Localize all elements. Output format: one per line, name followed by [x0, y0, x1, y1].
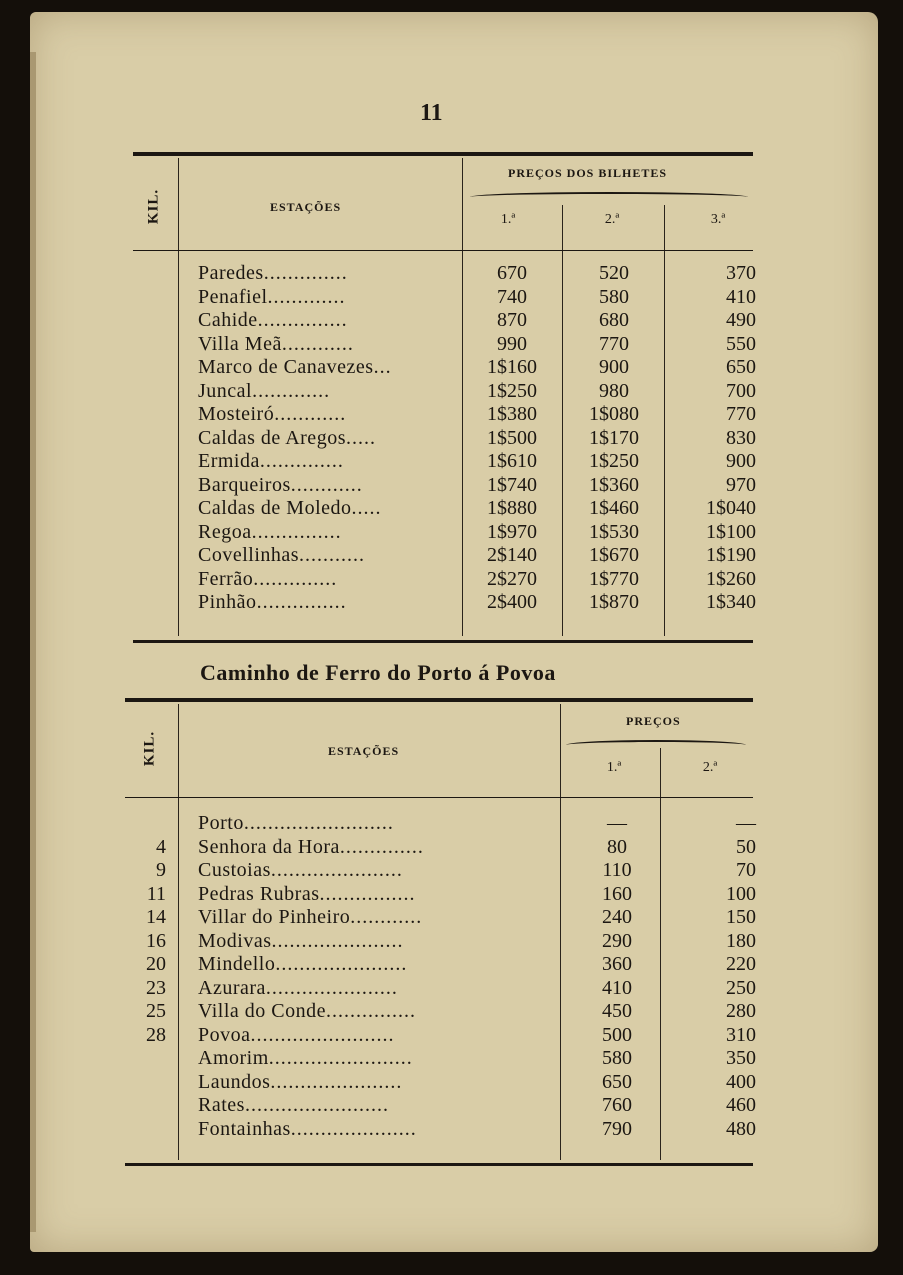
- station-label: Modivas: [198, 929, 272, 952]
- price-class2: 1$170: [589, 426, 639, 449]
- station-name: [198, 356, 456, 379]
- table-row: [0, 953, 903, 976]
- price-class1: 290: [602, 929, 632, 952]
- price-class2: 1$530: [589, 520, 639, 543]
- table-row: [0, 1000, 903, 1023]
- price-class1: 1$380: [487, 403, 537, 425]
- price-class3: 550: [726, 332, 756, 355]
- table-row: [0, 309, 903, 332]
- leader-dots: ...: [373, 356, 392, 378]
- table-row: [0, 403, 903, 426]
- station-label: Laundos: [198, 1070, 271, 1093]
- table1-kil-header: KIL.: [145, 188, 162, 225]
- table-row: [0, 286, 903, 309]
- price-class1: 740: [497, 285, 527, 308]
- price-class2: 1$360: [589, 473, 639, 496]
- price-class1: 790: [602, 1117, 632, 1140]
- station-name: [198, 1071, 548, 1094]
- price-class1: 580: [602, 1047, 632, 1069]
- table1-class3-header: 3.ª: [710, 212, 726, 227]
- station-name: [198, 812, 548, 835]
- price-class1: 160: [602, 882, 632, 905]
- price-class2: 480: [726, 1117, 756, 1140]
- price-class1: —: [607, 812, 627, 834]
- price-class1: 870: [497, 309, 527, 331]
- table-row: [0, 1094, 903, 1117]
- station-label: Ermida: [198, 450, 260, 472]
- price-class1: 110: [602, 859, 632, 881]
- table-row: [0, 591, 903, 614]
- station-name: [198, 591, 456, 614]
- station-label: Ferrão: [198, 567, 254, 590]
- price-class2: 180: [726, 929, 756, 952]
- station-label: Fontainhas: [198, 1117, 291, 1140]
- station-name: [198, 262, 456, 285]
- leader-dots: ............: [350, 906, 423, 928]
- table1-top-rule: [133, 152, 753, 156]
- price-class2: 680: [599, 309, 629, 331]
- page-number: 11: [420, 100, 443, 126]
- price-class3: 650: [726, 356, 756, 378]
- price-class2: 1$770: [589, 567, 639, 590]
- price-class1: 1$500: [487, 426, 537, 449]
- table2-bottom-rule: [125, 1163, 753, 1166]
- station-label: Cahide: [198, 309, 258, 331]
- leader-dots: ..............: [263, 262, 348, 284]
- price-class1: 1$970: [487, 520, 537, 543]
- station-name: [198, 977, 548, 1000]
- table-row: [0, 568, 903, 591]
- leader-dots: .....: [351, 497, 382, 519]
- station-label: Mosteiró: [198, 403, 275, 425]
- price-class2: 280: [726, 1000, 756, 1022]
- table-row: [0, 450, 903, 473]
- price-class1: 240: [602, 906, 632, 928]
- leader-dots: ............: [281, 332, 354, 355]
- table-row: [0, 977, 903, 1000]
- price-class2: 460: [726, 1094, 756, 1116]
- table1-stations-header: ESTAÇÕES: [270, 200, 342, 214]
- table-row: [0, 883, 903, 906]
- table2-prices-brace: [566, 740, 746, 750]
- table1-class2-header: 2.ª: [604, 212, 620, 227]
- leader-dots: ........................: [244, 1094, 389, 1116]
- station-label: Paredes: [198, 262, 264, 284]
- station-name: [198, 427, 456, 450]
- price-class1: 990: [497, 332, 527, 355]
- table-row: [0, 497, 903, 520]
- table2-prices-header: PREÇOS: [626, 714, 681, 728]
- station-label: Pinhão: [198, 591, 257, 613]
- table2-header-rule: [125, 797, 753, 798]
- kilometre-value: 11: [146, 882, 166, 905]
- table-row: [0, 544, 903, 567]
- station-name: [198, 544, 456, 567]
- price-class2: 1$670: [589, 544, 639, 566]
- kilometre-value: 14: [146, 906, 166, 928]
- leader-dots: ................: [319, 882, 416, 905]
- table-row: [0, 1118, 903, 1141]
- station-label: Custoias: [198, 859, 271, 881]
- price-class2: 1$250: [589, 450, 639, 472]
- station-name: [198, 309, 456, 332]
- table-row: [0, 836, 903, 859]
- table-row: [0, 333, 903, 356]
- price-class1: 2$140: [487, 544, 537, 566]
- station-label: Barqueiros: [198, 473, 291, 496]
- station-name: [198, 836, 548, 859]
- price-class2: 310: [726, 1023, 756, 1046]
- table-row: [0, 262, 903, 285]
- station-label: Mindello: [198, 953, 276, 975]
- table2-class2-header: 2.ª: [702, 760, 718, 775]
- price-class2: 980: [599, 379, 629, 402]
- leader-dots: ......................: [271, 929, 404, 952]
- leader-dots: ............: [290, 473, 363, 496]
- station-label: Covellinhas: [198, 544, 300, 566]
- price-class2: 400: [726, 1070, 756, 1093]
- price-class3: 1$100: [706, 520, 756, 543]
- station-name: [198, 1094, 548, 1117]
- station-name: [198, 1024, 548, 1047]
- station-label: Caldas de Aregos: [198, 426, 346, 449]
- price-class3: 1$340: [706, 591, 756, 613]
- station-label: Villa Meã: [198, 332, 282, 355]
- station-name: [198, 497, 456, 520]
- table-row: [0, 427, 903, 450]
- table2-kil-header: KIL.: [141, 730, 158, 767]
- price-class3: 370: [726, 262, 756, 284]
- station-label: Villar do Pinheiro: [198, 906, 351, 928]
- leader-dots: ........................: [250, 1023, 395, 1046]
- leader-dots: ...............: [256, 591, 347, 613]
- station-label: Amorim: [198, 1047, 269, 1069]
- station-label: Povoa: [198, 1023, 251, 1046]
- price-class2: 250: [726, 976, 756, 999]
- station-label: Rates: [198, 1094, 245, 1116]
- table-row: [0, 380, 903, 403]
- leader-dots: ......................: [270, 859, 403, 881]
- leader-dots: ......................: [265, 976, 398, 999]
- price-class1: 1$160: [487, 356, 537, 378]
- section-title: Caminho de Ferro do Porto á Povoa: [200, 660, 556, 685]
- table1-prices-header: PREÇOS DOS BILHETES: [508, 166, 668, 180]
- table1-bottom-rule: [133, 640, 753, 643]
- station-name: [198, 883, 548, 906]
- price-class2: 50: [736, 835, 756, 858]
- leader-dots: ...............: [326, 1000, 417, 1022]
- price-class2: 220: [726, 953, 756, 975]
- leader-dots: ...............: [257, 309, 348, 331]
- leader-dots: ..............: [339, 835, 424, 858]
- station-name: [198, 930, 548, 953]
- station-label: Penafiel: [198, 285, 268, 308]
- station-name: [198, 859, 548, 882]
- station-name: [198, 474, 456, 497]
- price-class3: 970: [726, 473, 756, 496]
- leader-dots: ......................: [275, 953, 408, 975]
- price-class1: 1$740: [487, 473, 537, 496]
- leader-dots: .........................: [243, 812, 394, 834]
- price-class3: 900: [726, 450, 756, 472]
- leader-dots: ..............: [259, 450, 344, 472]
- station-label: Regoa: [198, 520, 252, 543]
- station-name: [198, 333, 456, 356]
- kilometre-value: 28: [146, 1023, 166, 1046]
- price-class2: 1$080: [589, 403, 639, 425]
- leader-dots: ..............: [253, 567, 338, 590]
- price-class3: 770: [726, 403, 756, 425]
- table-row: [0, 1024, 903, 1047]
- price-class3: 1$260: [706, 567, 756, 590]
- station-name: [198, 286, 456, 309]
- table1-header-rule: [133, 250, 753, 251]
- price-class1: 2$400: [487, 591, 537, 613]
- station-name: [198, 521, 456, 544]
- table2-top-rule: [125, 698, 753, 702]
- price-class2: —: [736, 812, 756, 834]
- price-class1: 760: [602, 1094, 632, 1116]
- station-label: Marco de Canavezes: [198, 356, 374, 378]
- station-name: [198, 1000, 548, 1023]
- price-class2: 70: [736, 859, 756, 881]
- kilometre-value: 25: [146, 1000, 166, 1022]
- price-class1: 500: [602, 1023, 632, 1046]
- table-row: [0, 906, 903, 929]
- station-name: [198, 1047, 548, 1070]
- leader-dots: .....: [345, 426, 376, 449]
- leader-dots: ............: [274, 403, 347, 425]
- station-label: Azurara: [198, 976, 266, 999]
- kilometre-value: 23: [146, 976, 166, 999]
- price-class1: 450: [602, 1000, 632, 1022]
- station-name: [198, 568, 456, 591]
- price-class2: 900: [599, 356, 629, 378]
- kilometre-value: 9: [156, 859, 166, 881]
- price-class2: 100: [726, 882, 756, 905]
- price-class2: 770: [599, 332, 629, 355]
- leader-dots: ........................: [268, 1047, 413, 1069]
- price-class1: 650: [602, 1070, 632, 1093]
- price-class3: 410: [726, 285, 756, 308]
- price-class2: 150: [726, 906, 756, 928]
- station-label: Pedras Rubras: [198, 882, 320, 905]
- station-name: [198, 450, 456, 473]
- table-row: [0, 930, 903, 953]
- price-class1: 670: [497, 262, 527, 284]
- station-name: [198, 953, 548, 976]
- table-row: [0, 521, 903, 544]
- leader-dots: .....................: [290, 1117, 417, 1140]
- table2-class1-header: 1.ª: [606, 760, 622, 775]
- leader-dots: .............: [267, 285, 346, 308]
- station-name: [198, 1118, 548, 1141]
- station-label: Villa do Conde: [198, 1000, 327, 1022]
- table-row: [0, 1047, 903, 1070]
- table1-prices-brace: [470, 192, 748, 202]
- station-label: Senhora da Hora: [198, 835, 340, 858]
- station-label: Porto: [198, 812, 244, 834]
- table-row: [0, 1071, 903, 1094]
- table1-class1-header: 1.ª: [500, 212, 516, 227]
- table-row: [0, 859, 903, 882]
- price-class3: 1$040: [706, 497, 756, 519]
- leader-dots: ...............: [251, 520, 342, 543]
- station-label: Caldas de Moledo: [198, 497, 352, 519]
- price-class1: 360: [602, 953, 632, 975]
- price-class1: 410: [602, 976, 632, 999]
- kilometre-value: 20: [146, 953, 166, 975]
- leader-dots: ...........: [299, 544, 366, 566]
- price-class1: 80: [607, 835, 627, 858]
- station-name: [198, 380, 456, 403]
- price-class2: 1$870: [589, 591, 639, 613]
- price-class1: 1$610: [487, 450, 537, 472]
- leader-dots: ......................: [270, 1070, 403, 1093]
- kilometre-value: 4: [156, 835, 166, 858]
- price-class2: 350: [726, 1047, 756, 1069]
- table-row: [0, 356, 903, 379]
- price-class3: 1$190: [706, 544, 756, 566]
- leader-dots: .............: [252, 379, 331, 402]
- kilometre-value: 16: [146, 929, 166, 952]
- price-class1: 1$880: [487, 497, 537, 519]
- price-class3: 490: [726, 309, 756, 331]
- table2-stations-header: ESTAÇÕES: [328, 744, 400, 758]
- table-row: [0, 812, 903, 835]
- price-class3: 830: [726, 426, 756, 449]
- price-class1: 1$250: [487, 379, 537, 402]
- station-name: [198, 403, 456, 426]
- price-class1: 2$270: [487, 567, 537, 590]
- price-class2: 580: [599, 285, 629, 308]
- price-class3: 700: [726, 379, 756, 402]
- price-class2: 520: [599, 262, 629, 284]
- station-label: Juncal: [198, 379, 253, 402]
- price-class2: 1$460: [589, 497, 639, 519]
- station-name: [198, 906, 548, 929]
- table-row: [0, 474, 903, 497]
